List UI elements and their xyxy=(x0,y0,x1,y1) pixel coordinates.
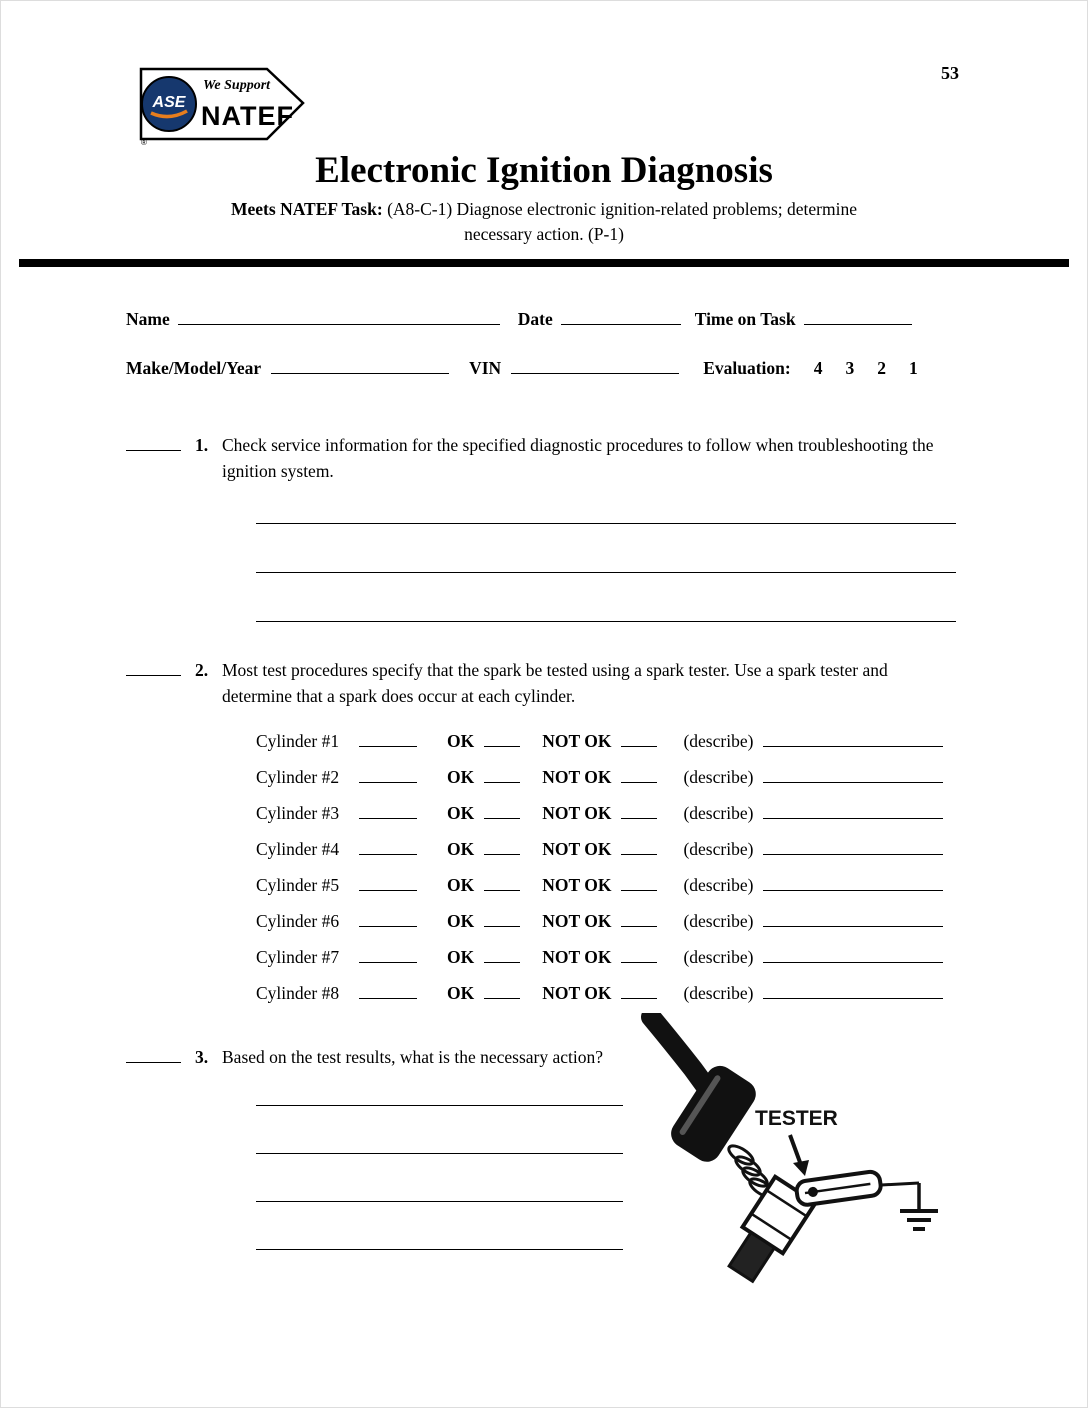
ok-label: OK xyxy=(447,874,475,895)
name-date-row xyxy=(126,305,957,330)
cylinder-row-5 xyxy=(256,873,957,909)
not-ok-label: NOT OK xyxy=(542,946,612,967)
describe-label: (describe) xyxy=(683,730,754,751)
describe-label: (describe) xyxy=(683,838,754,859)
not-ok-blank xyxy=(621,729,657,747)
not-ok-label: NOT OK xyxy=(542,910,612,931)
answer-line xyxy=(256,524,956,573)
cylinder-label: Cylinder #7 xyxy=(256,946,340,967)
spark-tester-illustration xyxy=(609,1013,1049,1333)
not-ok-label: NOT OK xyxy=(542,838,612,859)
cylinder-label: Cylinder #3 xyxy=(256,802,340,823)
evaluation-score-4: 4 xyxy=(813,358,823,379)
describe-label: (describe) xyxy=(683,982,754,1003)
vin-label: VIN xyxy=(469,358,502,379)
question-3-text: Based on the test results, what is the necessary action? xyxy=(222,1046,604,1067)
not-ok-blank xyxy=(621,909,657,927)
ok-blank xyxy=(484,837,520,855)
question-3-answer-lines xyxy=(256,1070,623,1250)
ok-label: OK xyxy=(447,730,475,751)
cylinder-blank xyxy=(359,909,417,927)
time-on-task-blank xyxy=(804,305,912,325)
question-2-text: Most test procedures specify that the spark be tested using a spark tester. Use a spark tester and determine that a spark does occur at each cylinder. xyxy=(222,660,888,706)
describe-label: (describe) xyxy=(683,802,754,823)
not-ok-label: NOT OK xyxy=(542,730,612,751)
answer-line xyxy=(256,1106,623,1154)
spark-tester-figure xyxy=(609,1013,1049,1333)
ok-label: OK xyxy=(447,946,475,967)
task-text-line2: necessary action. (P-1) xyxy=(464,224,624,245)
time-on-task-label: Time on Task xyxy=(694,309,796,330)
question-2 xyxy=(126,658,957,709)
not-ok-label: NOT OK xyxy=(542,766,612,787)
question-1-text: Check service information for the specified diagnostic procedures to follow when troubleshooting the ignition system. xyxy=(222,435,934,481)
evaluation-score-1: 1 xyxy=(908,358,918,379)
evaluation-score-2: 2 xyxy=(877,358,886,379)
ok-blank xyxy=(484,801,520,819)
evaluation-score-3: 3 xyxy=(845,358,855,379)
cylinder-table xyxy=(256,729,957,1017)
ok-blank xyxy=(484,981,520,999)
tester-pointer-arrow xyxy=(790,1135,809,1176)
ignition-wire xyxy=(651,1017,709,1091)
question-3-check-blank xyxy=(126,1045,181,1063)
describe-blank xyxy=(763,909,943,927)
ground-wire xyxy=(881,1183,919,1185)
not-ok-blank xyxy=(621,801,657,819)
natef-logo-graphic xyxy=(131,57,316,147)
ok-label: OK xyxy=(447,838,475,859)
question-2-number: 2. xyxy=(195,660,209,681)
task-text: (A8-C-1) Diagnose electronic ignition-related problems; determine xyxy=(387,198,857,219)
not-ok-blank xyxy=(621,981,657,999)
not-ok-label: NOT OK xyxy=(542,982,612,1003)
describe-blank xyxy=(763,873,943,891)
logo-natef: NATEF xyxy=(201,101,294,131)
describe-blank xyxy=(763,765,943,783)
cylinder-row-3 xyxy=(256,801,957,837)
cylinder-label: Cylinder #1 xyxy=(256,730,340,751)
cylinder-row-1 xyxy=(256,729,957,765)
not-ok-label: NOT OK xyxy=(542,874,612,895)
make-model-year-label: Make/Model/Year xyxy=(126,358,262,379)
cylinder-blank xyxy=(359,945,417,963)
not-ok-blank xyxy=(621,945,657,963)
ok-blank xyxy=(484,945,520,963)
clamp-arm xyxy=(795,1171,882,1206)
logo-registered-mark: ® xyxy=(141,138,147,147)
question-1-answer-lines xyxy=(256,484,956,622)
cylinder-label: Cylinder #4 xyxy=(256,838,340,859)
page-title: Electronic Ignition Diagnosis xyxy=(315,150,773,191)
question-1-number: 1. xyxy=(195,435,209,456)
cylinder-row-8 xyxy=(256,981,957,1017)
not-ok-label: NOT OK xyxy=(542,802,612,823)
describe-label: (describe) xyxy=(683,874,754,895)
describe-blank xyxy=(763,729,943,747)
question-2-check-blank xyxy=(126,658,181,676)
ok-blank xyxy=(484,765,520,783)
ok-blank xyxy=(484,909,520,927)
answer-line xyxy=(256,573,956,622)
cylinder-row-7 xyxy=(256,945,957,981)
not-ok-blank xyxy=(621,765,657,783)
question-3-number: 3. xyxy=(195,1046,209,1067)
describe-blank xyxy=(763,801,943,819)
cylinder-row-2 xyxy=(256,765,957,801)
answer-line xyxy=(256,1202,623,1250)
ok-blank xyxy=(484,729,520,747)
evaluation-label: Evaluation: xyxy=(703,358,791,379)
cylinder-blank xyxy=(359,837,417,855)
describe-blank xyxy=(763,837,943,855)
answer-line xyxy=(256,1154,623,1202)
describe-label: (describe) xyxy=(683,766,754,787)
cylinder-blank xyxy=(359,801,417,819)
natef-logo xyxy=(131,57,316,147)
ok-label: OK xyxy=(447,982,475,1003)
cylinder-blank xyxy=(359,729,417,747)
ground-symbol-icon xyxy=(900,1183,938,1229)
describe-label: (describe) xyxy=(683,910,754,931)
answer-line xyxy=(256,484,956,524)
vin-field-blank xyxy=(511,354,679,374)
tester-label: TESTER xyxy=(755,1107,838,1130)
question-1 xyxy=(126,433,957,484)
not-ok-blank xyxy=(621,873,657,891)
question-1-check-blank xyxy=(126,433,181,451)
make-model-year-blank xyxy=(271,354,449,374)
name-field-blank xyxy=(178,305,500,325)
vehicle-row xyxy=(126,354,957,379)
divider-rule xyxy=(19,259,1069,267)
ok-blank xyxy=(484,873,520,891)
name-label: Name xyxy=(126,309,170,330)
ok-label: OK xyxy=(447,910,475,931)
cylinder-label: Cylinder #2 xyxy=(256,766,340,787)
page-number: 53 xyxy=(941,63,959,83)
ase-logo-text: ASE xyxy=(152,94,186,111)
answer-line xyxy=(256,1070,623,1106)
cylinder-label: Cylinder #8 xyxy=(256,982,340,1003)
describe-label: (describe) xyxy=(683,946,754,967)
cylinder-label: Cylinder #6 xyxy=(256,910,340,931)
header-fields xyxy=(1,305,1087,379)
describe-blank xyxy=(763,981,943,999)
natef-task-line xyxy=(1,197,1087,222)
task-label: Meets NATEF Task: xyxy=(231,198,383,219)
date-field-blank xyxy=(561,305,681,325)
cylinder-blank xyxy=(359,981,417,999)
cylinder-row-6 xyxy=(256,909,957,945)
cylinder-row-4 xyxy=(256,837,957,873)
cylinder-blank xyxy=(359,765,417,783)
describe-blank xyxy=(763,945,943,963)
date-label: Date xyxy=(517,309,553,330)
not-ok-blank xyxy=(621,837,657,855)
logo-we-support: We Support xyxy=(203,78,271,93)
ok-label: OK xyxy=(447,802,475,823)
ok-label: OK xyxy=(447,766,475,787)
cylinder-blank xyxy=(359,873,417,891)
cylinder-label: Cylinder #5 xyxy=(256,874,340,895)
